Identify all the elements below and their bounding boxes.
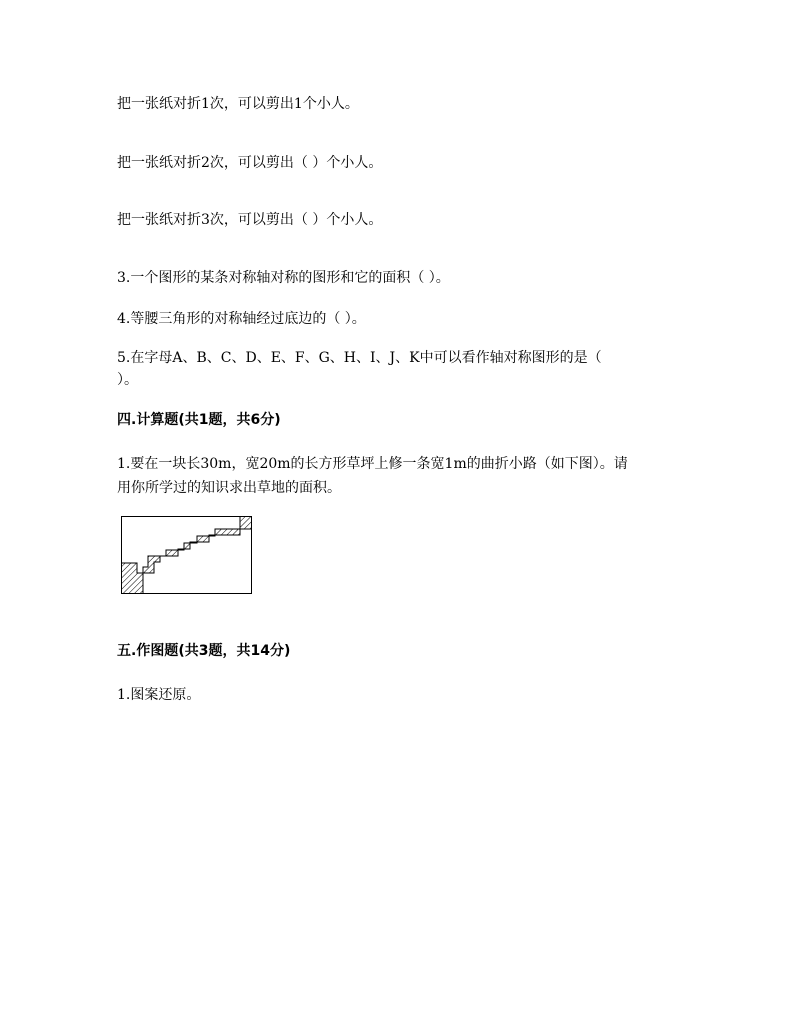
section-4-question-1-line-1: 1.要在一块长30m，宽20m的长方形草坪上修一条宽1m的曲折小路（如下图）。请 — [117, 456, 628, 472]
lawn-path-figure — [121, 516, 253, 596]
fold-thrice-text: 把一张纸对折3次，可以剪出（ ）个小人。 — [117, 212, 383, 228]
fold-twice-text: 把一张纸对折2次，可以剪出（ ）个小人。 — [117, 155, 383, 171]
section-5-question-1: 1.图案还原。 — [117, 687, 201, 703]
question-3: 3.一个图形的某条对称轴对称的图形和它的面积（ ）。 — [117, 270, 450, 286]
section-4-heading: 四.计算题(共1题，共6分) — [117, 412, 281, 428]
section-4-question-1-line-2: 用你所学过的知识求出草地的面积。 — [117, 480, 341, 496]
question-5-line-2: ）。 — [117, 372, 138, 388]
question-5-line-1: 5.在字母A、B、C、D、E、F、G、H、I、J、K中可以看作轴对称图形的是（ — [117, 350, 602, 366]
question-4: 4.等腰三角形的对称轴经过底边的（ ）。 — [117, 311, 366, 327]
fold-once-text: 把一张纸对折1次，可以剪出1个小人。 — [117, 96, 359, 112]
section-5-heading: 五.作图题(共3题，共14分) — [117, 643, 291, 659]
